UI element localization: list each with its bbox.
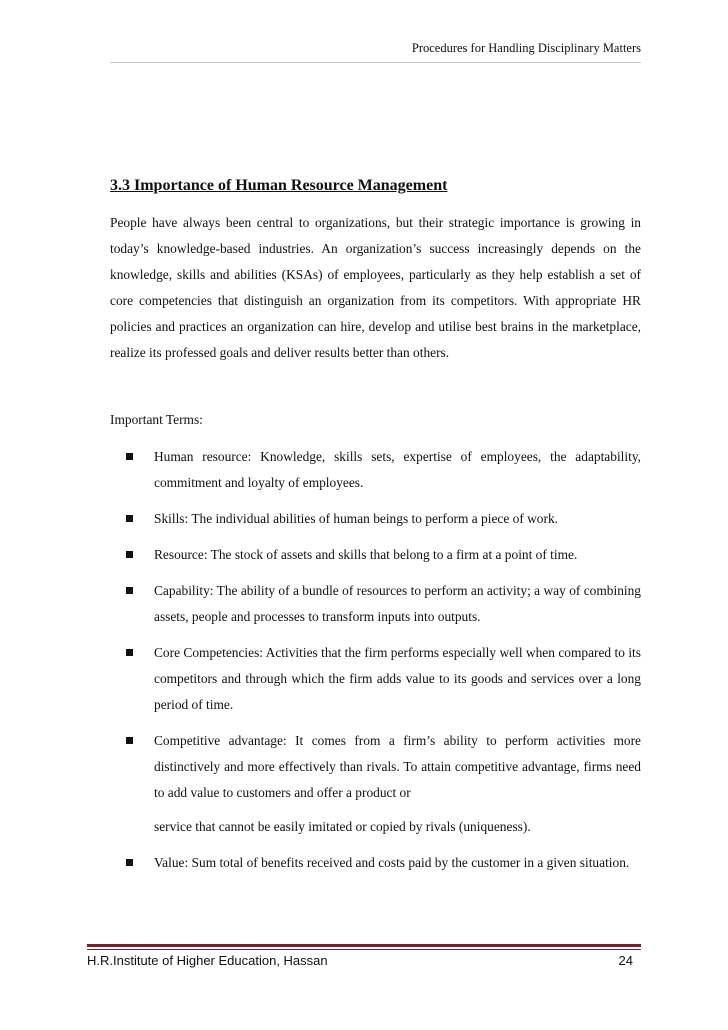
term-item bbox=[110, 542, 641, 568]
square-bullet-icon bbox=[126, 649, 133, 656]
terms-list bbox=[110, 444, 641, 886]
term-text: Core Competencies: Activities that the firm performs especially well when compared to its competitors and through which the firm adds value to its goods and services over a long period of time. bbox=[154, 645, 641, 712]
square-bullet-icon bbox=[126, 551, 133, 558]
term-item bbox=[110, 506, 641, 532]
term-item bbox=[110, 578, 641, 630]
term-text: Competitive advantage: It comes from a firm’s ability to perform activities more distinctively and more effectively than rivals. To attain competitive advantage, firms need to add value to customers and offer a product or bbox=[154, 733, 641, 800]
square-bullet-icon bbox=[126, 859, 133, 866]
term-item bbox=[110, 728, 641, 840]
square-bullet-icon bbox=[126, 515, 133, 522]
running-header bbox=[110, 41, 641, 63]
term-text: Value: Sum total of benefits received and costs paid by the customer in a given situation. bbox=[154, 855, 630, 870]
square-bullet-icon bbox=[126, 587, 133, 594]
term-item bbox=[110, 640, 641, 718]
term-continuation: service that cannot be easily imitated or copied by rivals (uniqueness). bbox=[154, 819, 531, 834]
term-text: Resource: The stock of assets and skills that belong to a firm at a point of time. bbox=[154, 547, 578, 562]
term-text: Skills: The individual abilities of human beings to perform a piece of work. bbox=[154, 511, 558, 526]
intro-paragraph: People have always been central to organizations, but their strategic importance is growing in today’s knowledge-based industries. An organization’s success increasingly depends on the knowledge, skills and abilities (KSAs) of employees, particularly as they help establish a set of core competencies that distinguish an organization from its competitors. With appropriate HR policies and practices an organization can hire, develop and utilise best brains in the marketplace, realize its professed goals and deliver results better than others. bbox=[110, 215, 641, 360]
term-text: Capability: The ability of a bundle of resources to perform an activity; a way of combining assets, people and processes to transform inputs into outputs. bbox=[154, 583, 641, 624]
square-bullet-icon bbox=[126, 737, 133, 744]
footer-institution: H.R.Institute of Higher Education, Hassan bbox=[87, 953, 328, 968]
footer-rule bbox=[87, 944, 641, 947]
page-footer bbox=[87, 944, 641, 968]
term-item bbox=[110, 444, 641, 496]
terms-label: Important Terms: bbox=[110, 412, 203, 427]
term-text: Human resource: Knowledge, skills sets, expertise of employees, the adaptability, commitment and loyalty of employees. bbox=[154, 449, 641, 490]
term-item bbox=[110, 850, 641, 876]
footer-row bbox=[87, 950, 641, 968]
square-bullet-icon bbox=[126, 453, 133, 460]
page-number: 24 bbox=[618, 953, 633, 968]
section-heading: 3.3 Importance of Human Resource Management bbox=[110, 177, 448, 194]
running-title: Procedures for Handling Disciplinary Matters bbox=[411, 41, 641, 55]
